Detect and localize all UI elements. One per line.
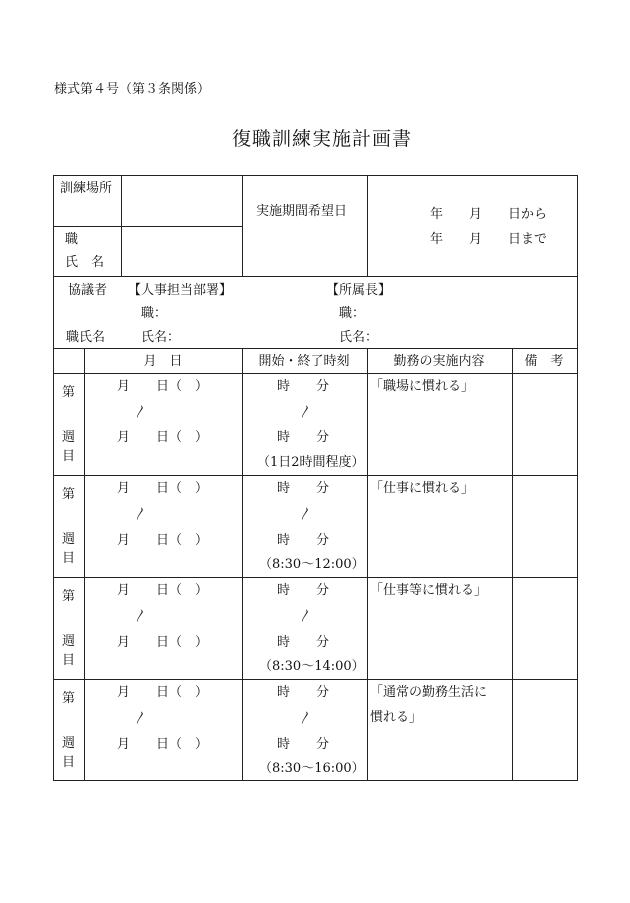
header-content: 勤務の実施内容: [393, 354, 485, 369]
time-end: 時 分: [277, 635, 330, 650]
time-end: 時 分: [277, 533, 330, 548]
time-start: 時 分: [277, 685, 330, 700]
manager-post: 職：: [339, 306, 366, 321]
date-tilde: 〳: [134, 405, 148, 420]
time-start: 時 分: [277, 481, 330, 496]
post-label: 職: [65, 232, 79, 247]
hr-post: 職：: [141, 306, 168, 321]
hours-note: （8:30～12:00）: [259, 557, 365, 572]
week-me: 目: [62, 551, 76, 566]
time-end: 時 分: [277, 430, 330, 445]
week-shu: 週: [62, 634, 76, 649]
content-text: 「仕事等に慣れる」: [370, 583, 488, 598]
date-end: 月 日（ ）: [117, 430, 209, 445]
form-number: 様式第４号（第３条関係）: [54, 82, 211, 97]
date-end: 月 日（ ）: [117, 737, 209, 752]
date-start: 月 日（ ）: [117, 379, 209, 394]
time-end: 時 分: [277, 737, 330, 752]
time-tilde: 〳: [299, 507, 313, 522]
period-to: 年 月 日まで: [430, 232, 548, 247]
week-dai: 第: [62, 487, 76, 502]
week-dai: 第: [62, 589, 76, 604]
header-time: 開始・終了時刻: [258, 354, 350, 369]
time-tilde: 〳: [299, 405, 313, 420]
content-text-cont: 慣れる」: [370, 710, 423, 725]
week-shu: 週: [62, 736, 76, 751]
time-start: 時 分: [277, 583, 330, 598]
consult-label: 協議者: [68, 283, 108, 298]
content-text: 「仕事に慣れる」: [370, 481, 475, 496]
date-start: 月 日（ ）: [117, 583, 209, 598]
consult-name-label: 職氏名: [66, 330, 106, 345]
name-label: 氏 名: [65, 255, 105, 270]
week-shu: 週: [62, 430, 76, 445]
header-date: 月 日: [143, 354, 183, 369]
hours-note: （8:30～14:00）: [259, 659, 365, 674]
place-label: 訓練場所: [60, 181, 113, 196]
time-tilde: 〳: [299, 609, 313, 624]
week-me: 目: [62, 653, 76, 668]
hr-name: 氏名：: [141, 330, 181, 345]
time-start: 時 分: [277, 379, 330, 394]
page-title: 復職訓練実施計画書: [232, 128, 413, 150]
time-tilde: 〳: [299, 711, 313, 726]
week-me: 目: [62, 755, 76, 770]
date-start: 月 日（ ）: [117, 685, 209, 700]
date-start: 月 日（ ）: [117, 481, 209, 496]
week-dai: 第: [62, 385, 76, 400]
manager-heading: 【所属長】: [326, 283, 392, 298]
period-label: 実施期間希望日: [256, 204, 348, 219]
date-end: 月 日（ ）: [117, 533, 209, 548]
hours-note: （1日2時間程度）: [257, 455, 365, 470]
week-shu: 週: [62, 532, 76, 547]
hours-note: （8:30～16:00）: [259, 761, 365, 776]
content-text: 「職場に慣れる」: [370, 379, 475, 394]
week-dai: 第: [62, 691, 76, 706]
week-me: 目: [62, 449, 76, 464]
date-tilde: 〳: [134, 711, 148, 726]
date-tilde: 〳: [134, 507, 148, 522]
content-text: 「通常の勤務生活に: [370, 685, 488, 700]
date-tilde: 〳: [134, 609, 148, 624]
hr-heading: 【人事担当部署】: [128, 283, 233, 298]
date-end: 月 日（ ）: [117, 635, 209, 650]
header-notes: 備 考: [524, 354, 564, 369]
period-from: 年 月 日から: [430, 207, 548, 222]
manager-name: 氏名：: [339, 330, 379, 345]
